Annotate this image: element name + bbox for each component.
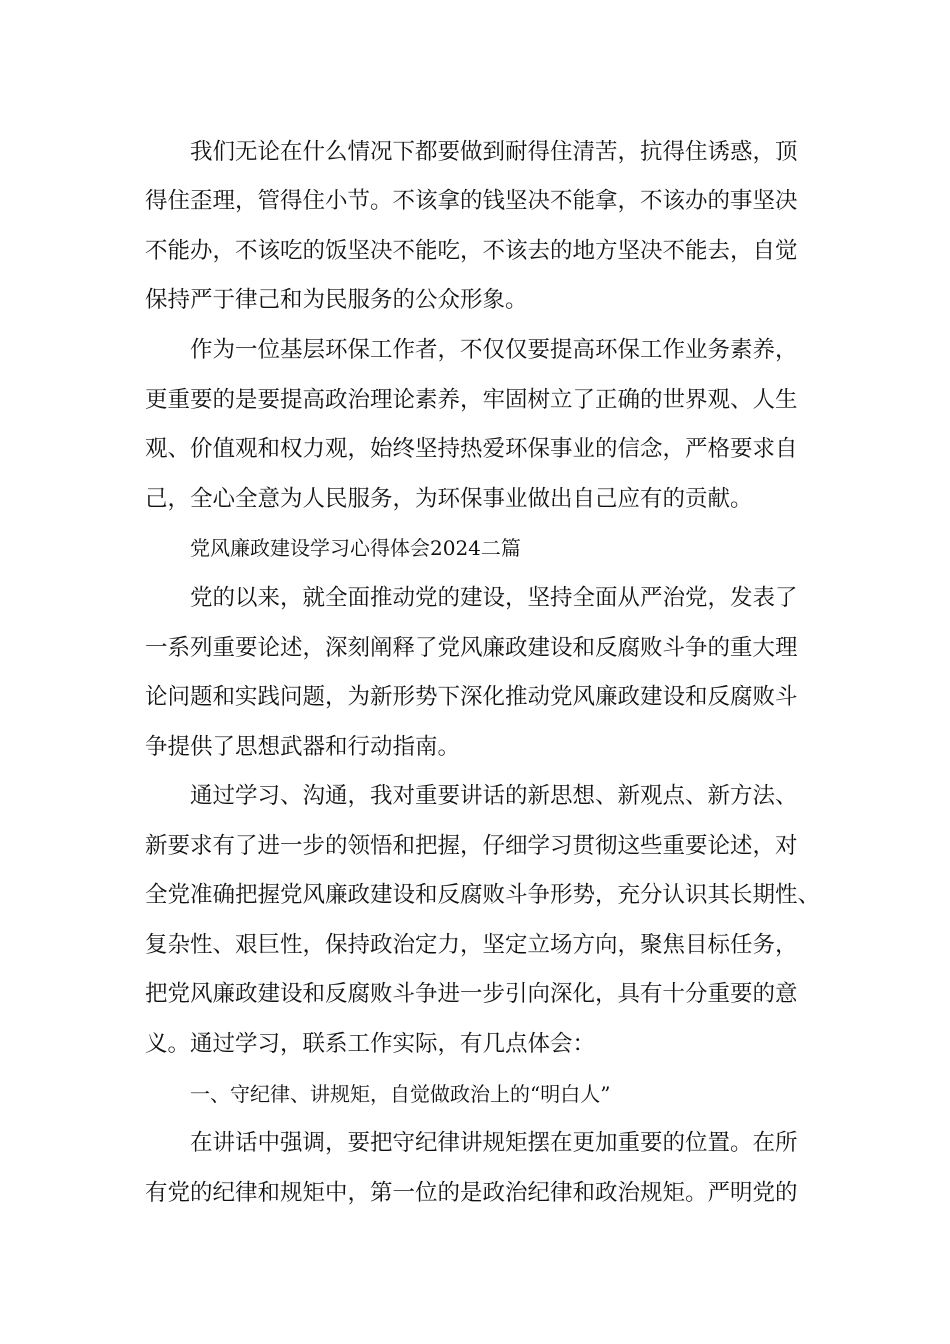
paragraph-line: 有党的纪律和规矩中，第一位的是政治纪律和政治规矩。严明党的 [145, 1180, 798, 1206]
paragraph-line: 作为一位基层环保工作者，不仅仅要提高环保工作业务素养， [190, 337, 798, 363]
paragraph-line: 观、价值观和权力观，始终坚持热爱环保事业的信念，严格要求自 [145, 436, 798, 462]
section-title: 党风廉政建设学习心得体会2024二篇 [190, 536, 521, 560]
paragraph-line: 把党风廉政建设和反腐败斗争进一步引向深化，具有十分重要的意 [145, 981, 798, 1007]
paragraph-line: 复杂性、艰巨性，保持政治定力，坚定立场方向，聚焦目标任务， [145, 932, 798, 958]
paragraph-line: 一系列重要论述，深刻阐释了党风廉政建设和反腐败斗争的重大理 [145, 635, 798, 661]
paragraph-line: 保持严于律己和为民服务的公众形象。 [145, 287, 528, 313]
paragraph-line: 义。通过学习，联系工作实际，有几点体会： [145, 1031, 596, 1057]
paragraph-line: 全党准确把握党风廉政建设和反腐败斗争形势，充分认识其长期性、 [145, 882, 821, 908]
paragraph-line: 己，全心全意为人民服务，为环保事业做出自己应有的贡献。 [145, 486, 753, 512]
paragraph-line: 更重要的是要提高政治理论素养，牢固树立了正确的世界观、人生 [145, 387, 798, 413]
paragraph-line: 我们无论在什么情况下都要做到耐得住清苦，抗得住诱惑，顶 [190, 139, 798, 165]
paragraph-line: 论问题和实践问题，为新形势下深化推动党风廉政建设和反腐败斗 [145, 684, 798, 710]
paragraph-line: 通过学习、沟通，我对重要讲话的新思想、新观点、新方法、 [190, 783, 798, 809]
paragraph-line: 不能办，不该吃的饭坚决不能吃，不该去的地方坚决不能去，自觉 [145, 238, 798, 264]
paragraph-line: 在讲话中强调，要把守纪律讲规矩摆在更加重要的位置。在所 [190, 1130, 798, 1156]
paragraph-line: 争提供了思想武器和行动指南。 [145, 734, 461, 760]
paragraph-line: 党的以来，就全面推动党的建设，坚持全面从严治党，发表了 [190, 585, 798, 611]
paragraph-line: 得住歪理，管得住小节。不该拿的钱坚决不能拿，不该办的事坚决 [145, 188, 798, 214]
paragraph-line: 新要求有了进一步的领悟和把握，仔细学习贯彻这些重要论述，对 [145, 833, 798, 859]
section-heading: 一、守纪律、讲规矩，自觉做政治上的“明白人” [190, 1082, 611, 1106]
